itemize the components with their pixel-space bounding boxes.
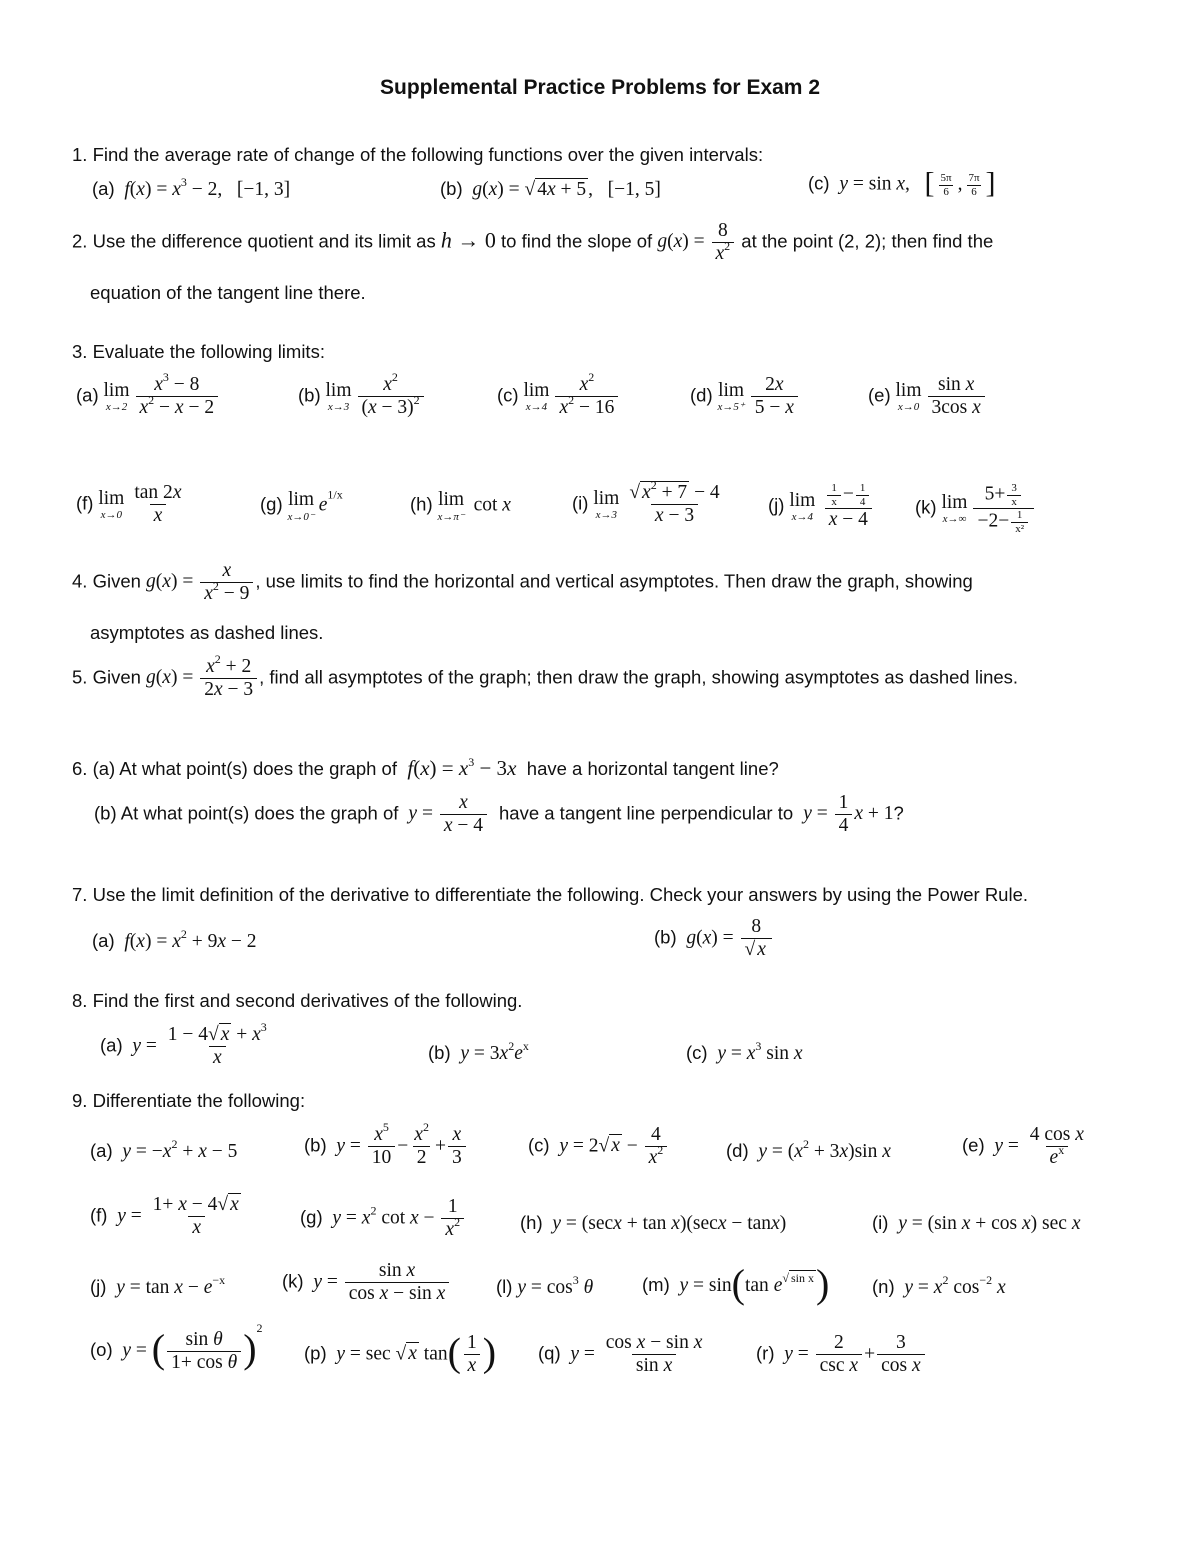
problem-9d: (d) $y = (x^2 + 3x)\sin$ x	[726, 1137, 891, 1162]
problem-3a: (a) lim x→2 $\frac{x^3 - 8}{x^2 - x - 2}$	[76, 374, 220, 420]
problem-9b: (b) y = $\frac{x^5}{10}$ − $\frac{x^2}{2}$ + $\frac{x}{3}$	[304, 1124, 468, 1170]
problem-9l: (l) $y = \cos^3 \theta$	[496, 1273, 594, 1298]
problem-1c: (c) y = sin x, [ $\frac{5\pi}{6}$ , $\frac{7\pi}{6}$ ]	[808, 166, 996, 200]
problem-3i: (i) lim x→3 $\frac{√ x^2 + 7 - 4}{x - 3}$	[572, 478, 720, 527]
problem-8a: (a) y = $\frac{1 - 4√ x + x^3}{x}$	[100, 1020, 267, 1069]
page-title: Supplemental Practice Problems for Exam 2	[380, 76, 820, 99]
problem-1	[72, 144, 763, 166]
problem-8c: (c) $y = x^3$ sin x	[686, 1039, 803, 1064]
problem-9a: (a) $y = -x^2 + x - 5$	[90, 1137, 238, 1162]
problem-3d: (d) lim x→5⁺ $\frac{2x}{5 - x}$	[690, 374, 800, 420]
problem-9r: (r) y = $\frac{2}{\text{csc x}}$ + $\frac{3}{\text{cos x}}$	[756, 1332, 927, 1378]
problem-9m: (m) y = sin(tan $e^{√ sin x}$)	[642, 1261, 830, 1306]
problem-6b: (b) At what point(s) does the graph of y = $\frac{x}{x - 4}$ have a tangent line perpendicular to y = $\frac{1}{4}$ x + 1?	[94, 792, 904, 837]
problem-2: 2. Use the difference quotient and its limit as h → 0 to find the slope of g(x) = $\frac{8}{x^2}$ at the point (2, 2); then find the	[72, 220, 994, 265]
problem-4-continued: asymptotes as dashed lines.	[90, 622, 324, 643]
problem-9c: (c) y = 2√ x − $\frac{4}{x^2}$	[528, 1124, 669, 1170]
problem-3g: (g) lim x→0⁻ $e^{1/x}$	[260, 487, 343, 523]
problem-3b: (b) lim x→3 $\frac{x^2}{(x - 3)^2}$	[298, 374, 426, 420]
problem-3f: (f) lim x→0 $\frac{\tan 2x}{x}$	[76, 482, 182, 527]
problem-7: 7. Use the limit definition of the derivative to differentiate the following. Check your answers by using the Power Rule.	[72, 884, 1029, 905]
problem-3h: (h) lim x→π⁻ cot x	[410, 489, 511, 523]
problem-9g: (g) $y = x^2$ cot x − $\frac{1}{x^2}$	[300, 1196, 466, 1242]
problem-3k: (k) lim x→∞ 5+ $\frac{3}{x}$ −2− $\frac{1}{\text{x²}}$	[915, 482, 1036, 536]
problem-3c: (c) lim x→4 $\frac{x^2}{x^2 - 16}$	[497, 374, 620, 420]
problem-1b: (b) g(x) = √ 4x + 5 , [−1, 5]	[440, 178, 661, 200]
problem-9p: (p) y = sec √ x tan( $\frac{1}{x}$ )	[304, 1329, 497, 1377]
problem-9j: (j) $y = \tan x - e^{-x}$	[90, 1273, 226, 1298]
problem-1a: (a) $f(x) = x^3 - 2$, [−1, 3]	[92, 175, 291, 200]
problem-6a: 6. (a) At what point(s) does the graph of $f(x) = x^3 - 3x$ have a horizontal tangent line?	[72, 755, 779, 780]
problem-7b: (b) g(x) = $\frac{8}{√ x}$	[654, 916, 774, 962]
problem-9h: (h) y = (secx + tan x)(secx − tanx)	[520, 1212, 787, 1234]
problem-number: 1.	[72, 144, 88, 165]
problem-9i: (i) y = (sin x + cos x) sec x	[872, 1212, 1081, 1234]
problem-9q: (q) y = $\frac{\text{cos x − sin x}}{\text{sin x}}$	[538, 1332, 703, 1377]
problem-9k: (k) y = $\frac{\text{sin x}}{\text{cos x − sin x}}$	[282, 1260, 451, 1306]
problem-2-continued: equation of the tangent line there.	[90, 282, 366, 303]
problem-8: 8. Find the first and second derivatives of the following.	[72, 990, 523, 1011]
problem-3: 3. Evaluate the following limits:	[72, 341, 325, 362]
problem-9: 9. Differentiate the following:	[72, 1090, 306, 1111]
problem-9f: (f) y = $\frac{1+ x - 4√ x}{x}$	[90, 1194, 239, 1239]
problem-8b: (b) $y = 3x^2e^x$	[428, 1039, 529, 1064]
problem-3j: (j) lim x→4 $\frac{1}{x}$ − $\frac{1}{4}$ x − 4	[768, 482, 877, 532]
problem-4: 4. Given g(x) = $\frac{x}{x^2 - 9}$ , use limits to find the horizontal and vertical asymptotes. Then draw the graph, showing	[72, 560, 973, 605]
problem-text: Find the average rate of change of the following functions over the given intervals:	[92, 144, 764, 165]
problem-5: 5. Given g(x) = $\frac{x^2 + 2}{2x - 3}$ , find all asymptotes of the graph; then draw the graph, showing asymptotes as dashed lines.	[72, 652, 1019, 701]
problem-3e: (e) lim x→0 $\frac{\text{sin x}}{\text{3cos x}}$	[868, 374, 987, 420]
problem-7a: (a) $f(x) = x^2 + 9x - 2$	[92, 927, 257, 952]
problem-9o: (o) y = ( $\frac{\text{sin θ}}{\text{1+ cos θ}}$ )$^2$	[90, 1321, 263, 1374]
problem-9e: (e) y = $\frac{\text{4 cos x}}{e^x}$	[962, 1124, 1084, 1169]
problem-9n: (n) $y = x^2$ $\cos^{-2} x$	[872, 1273, 1006, 1298]
